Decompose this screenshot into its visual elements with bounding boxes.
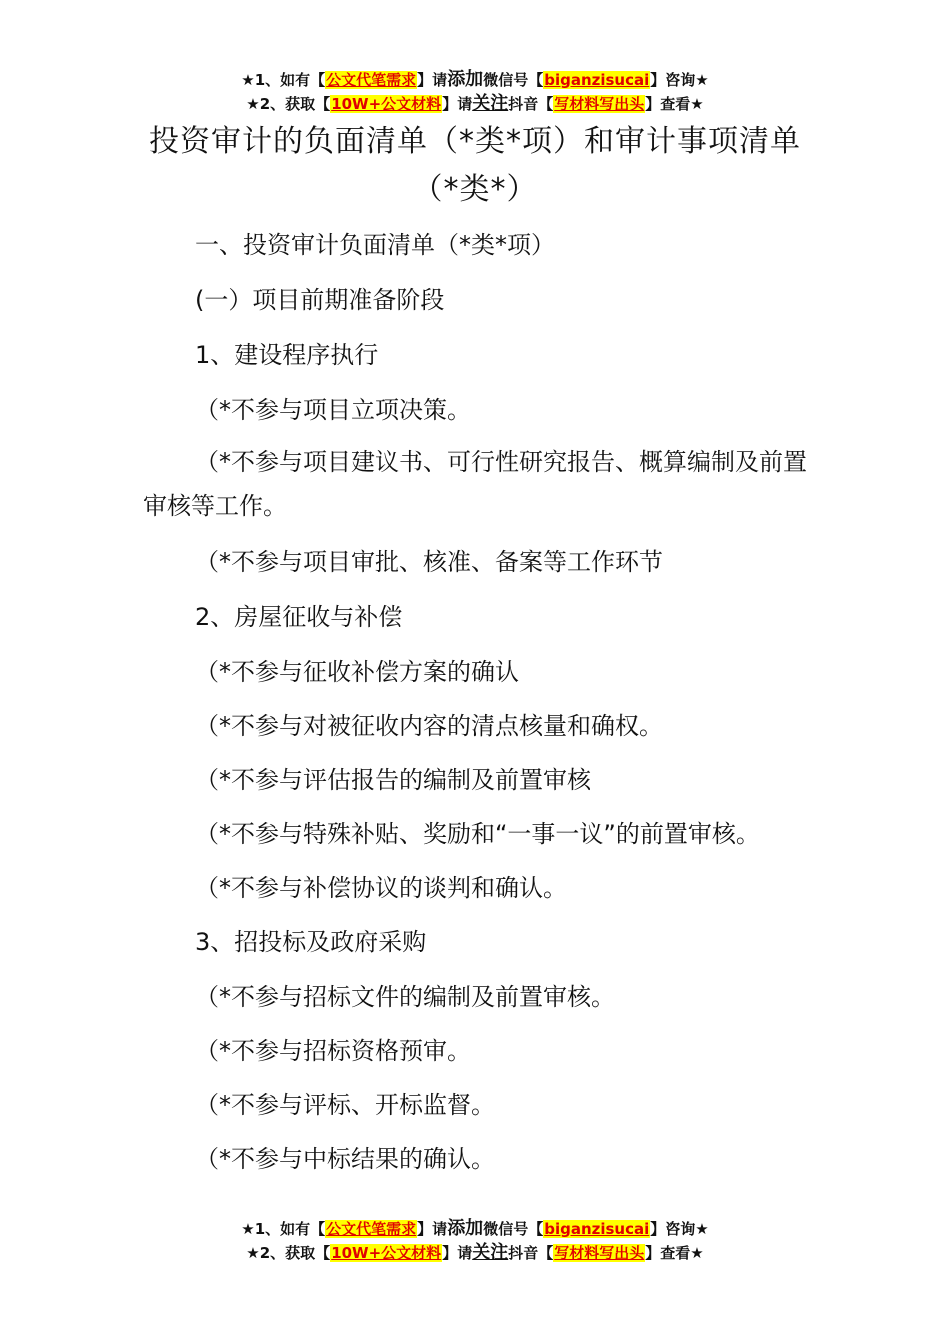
banner-line-2 [0,1241,950,1265]
banner-douyin-id: 写材料写出头 [554,1244,645,1262]
list-item: （*不参与特殊补贴、奖励和“一事一议”的前置审核。 [195,820,760,848]
banner-text: 】请 [442,95,473,113]
banner-line-1 [0,1217,950,1241]
banner-highlight: 10W+公文材料 [331,95,442,113]
list-item: （*不参与项目立项决策。 [195,396,471,424]
banner-wechat-id: biganzisucai [544,1220,650,1238]
banner-text: 】请 [417,1220,448,1238]
banner-text: ★2、获取【 [246,1244,331,1262]
banner-text: 】请 [417,71,448,89]
banner-emphasis: 关注 [472,1242,509,1263]
banner-text: ★1、如有【 [241,71,326,89]
list-item: （*不参与项目建议书、可行性研究报告、概算编制及前置审核等工作。 [143,448,807,520]
list-item: （*不参与评标、开标监督。 [195,1091,495,1119]
subsection-heading: (一）项目前期准备阶段 [195,286,445,314]
list-item: （*不参与中标结果的确认。 [195,1145,495,1173]
header-banner [0,68,950,116]
item-heading: 3、招投标及政府采购 [195,928,427,956]
banner-text: 】咨询★ [650,71,709,89]
list-item: （*不参与评估报告的编制及前置审核 [195,766,591,794]
banner-text: 抖音【 [508,1244,554,1262]
banner-text: 微信号【 [483,71,544,89]
section-heading: 一、投资审计负面清单（*类*项） [195,231,555,259]
banner-emphasis: 添加 [447,69,484,90]
banner-highlight: 公文代笔需求 [326,1220,417,1238]
banner-line-1 [0,68,950,92]
banner-text: 抖音【 [508,95,554,113]
item-heading: 2、房屋征收与补偿 [195,603,403,631]
list-item: （*不参与招标文件的编制及前置审核。 [195,983,615,1011]
list-item: （*不参与招标资格预审。 [195,1037,471,1065]
banner-text: ★2、获取【 [246,95,331,113]
banner-text: 】查看★ [645,95,704,113]
banner-text: 微信号【 [483,1220,544,1238]
list-item: （*不参与项目审批、核准、备案等工作环节 [195,548,663,576]
banner-text: 】请 [442,1244,473,1262]
banner-emphasis: 关注 [472,93,509,114]
list-item: （*不参与对被征收内容的清点核量和确权。 [195,712,663,740]
item-heading: 1、建设程序执行 [195,341,379,369]
banner-wechat-id: biganzisucai [544,71,650,89]
banner-emphasis: 添加 [447,1218,484,1239]
banner-highlight: 10W+公文材料 [331,1244,442,1262]
banner-douyin-id: 写材料写出头 [554,95,645,113]
banner-text: 】查看★ [645,1244,704,1262]
document-title: 投资审计的负面清单（*类*项）和审计事项清单（*类*） [149,124,801,207]
list-item: （*不参与补偿协议的谈判和确认。 [195,874,567,902]
banner-text: 】咨询★ [650,1220,709,1238]
banner-text: ★1、如有【 [241,1220,326,1238]
banner-line-2 [0,92,950,116]
banner-highlight: 公文代笔需求 [326,71,417,89]
footer-banner [0,1217,950,1265]
list-item: （*不参与征收补偿方案的确认 [195,658,519,686]
